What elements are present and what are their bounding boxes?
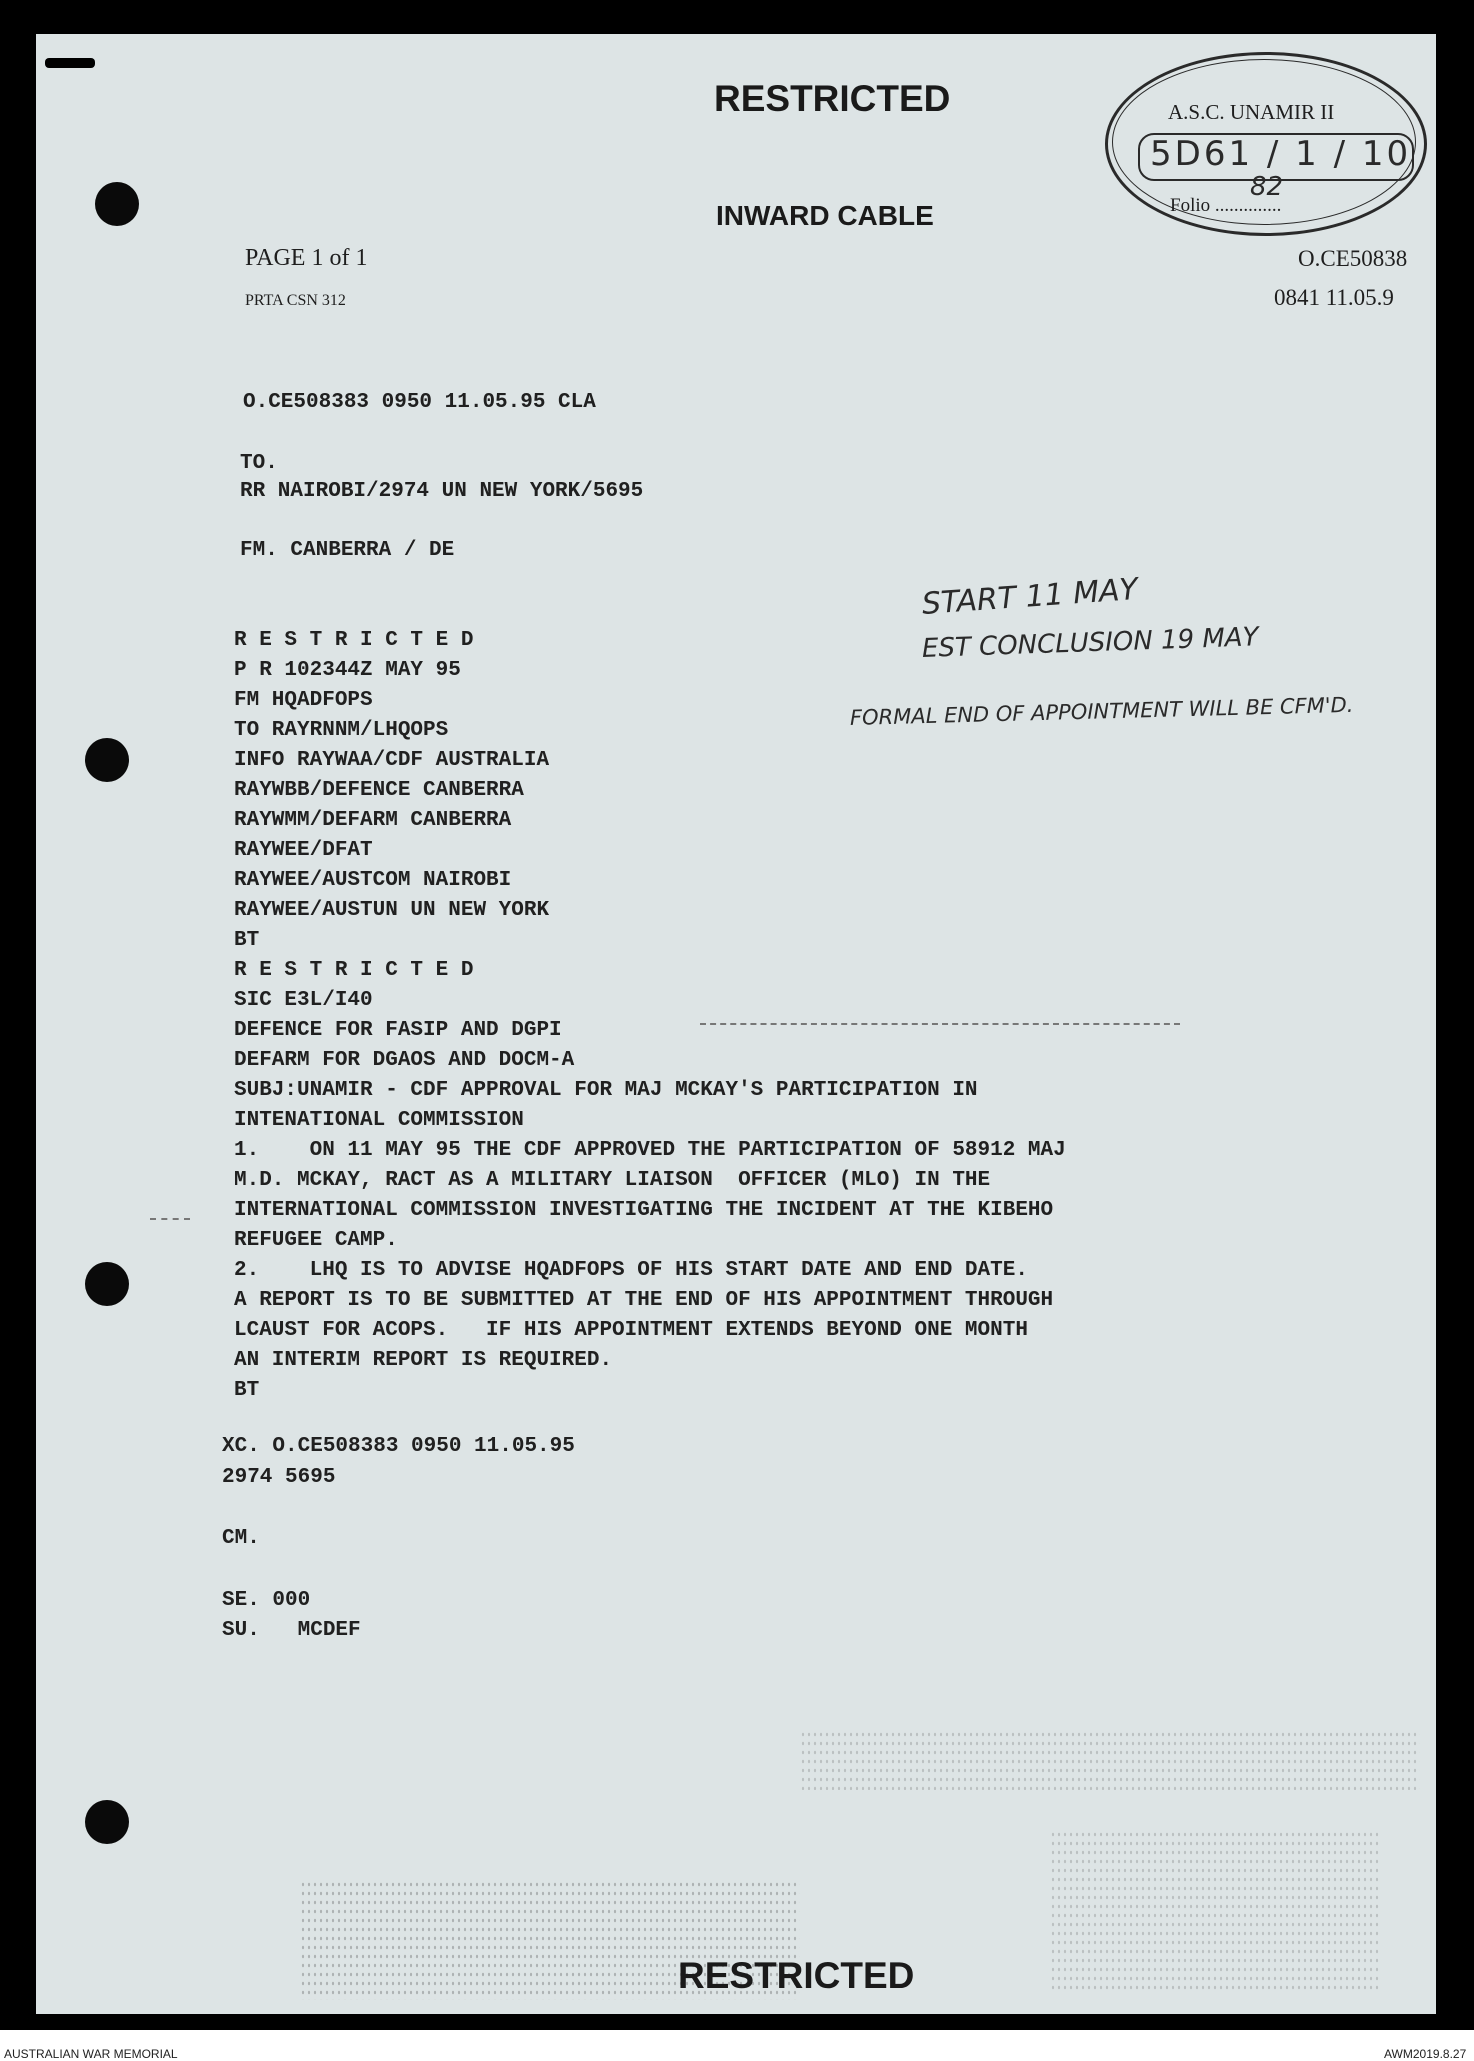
cable-reference: O.CE508383 0950 11.05.95 CLA [243, 391, 596, 414]
message-line: DEFARM FOR DGAOS AND DOCM-A [234, 1049, 575, 1072]
message-line: INTERNATIONAL COMMISSION INVESTIGATING THE INCIDENT AT THE KIBEHO [234, 1199, 1054, 1222]
message-line: RAYWEE/AUSTCOM NAIROBI [234, 869, 512, 892]
stamp-file-ref: 5D61 / 1 / 10 [1150, 134, 1412, 174]
fold-streak [150, 1218, 190, 1220]
time-right: 0841 11.05.9 [1274, 285, 1394, 310]
message-line: RAYWEE/DFAT [234, 839, 373, 862]
message-line: INFO RAYWAA/CDF AUSTRALIA [234, 749, 550, 772]
fold-streak [700, 1023, 1180, 1025]
xc-numbers: 2974 5695 [222, 1466, 336, 1489]
message-line: BT [234, 929, 260, 952]
archive-footer [0, 2030, 1474, 2061]
ref-right: O.CE50838 [1298, 246, 1408, 271]
message-line: SUBJ:UNAMIR - CDF APPROVAL FOR MAJ MCKAY'S PARTICIPATION IN [234, 1079, 978, 1102]
prta-code: PRTA CSN 312 [245, 292, 346, 309]
message-line: A REPORT IS TO BE SUBMITTED AT THE END OF HIS APPOINTMENT THROUGH [234, 1289, 1054, 1312]
punch-hole-4 [85, 1800, 129, 1844]
message-line: RAYWBB/DEFENCE CANBERRA [234, 779, 524, 802]
message-line: LCAUST FOR ACOPS. IF HIS APPOINTMENT EXTENDS BEYOND ONE MONTH [234, 1319, 1028, 1342]
edge-mark [45, 58, 95, 68]
footer-institution: AUSTRALIAN WAR MEMORIAL [4, 2047, 178, 2061]
to-label: TO. [240, 452, 278, 475]
message-line: BT [234, 1379, 260, 1402]
se-line: SE. 000 [222, 1589, 311, 1612]
message-line: AN INTERIM REPORT IS REQUIRED. [234, 1349, 613, 1372]
stamp-folio-number: 82 [1250, 172, 1284, 202]
message-line: RAYWEE/AUSTUN UN NEW YORK [234, 899, 550, 922]
message-line: FM HQADFOPS [234, 689, 373, 712]
from-line: FM. CANBERRA / DE [240, 539, 455, 562]
message-line: REFUGEE CAMP. [234, 1229, 398, 1252]
stamp-folio-label: Folio .............. [1170, 195, 1282, 216]
message-line: INTENATIONAL COMMISSION [234, 1109, 524, 1132]
scan-noise [800, 1730, 1420, 1790]
message-line: P R 102344Z MAY 95 [234, 659, 461, 682]
su-line: SU. MCDEF [222, 1619, 361, 1642]
message-line: R E S T R I C T E D [234, 629, 474, 652]
message-line: DEFENCE FOR FASIP AND DGPI [234, 1019, 562, 1042]
stamp-title: A.S.C. UNAMIR II [1168, 100, 1335, 124]
page-number: PAGE 1 of 1 [245, 245, 368, 271]
footer-accession: AWM2019.8.27 [1384, 2047, 1467, 2061]
classification-top: RESTRICTED [714, 78, 951, 119]
xc-line: XC. O.CE508383 0950 11.05.95 [222, 1435, 575, 1458]
message-line: RAYWMM/DEFARM CANBERRA [234, 809, 512, 832]
message-line: M.D. MCKAY, RACT AS A MILITARY LIAISON OFFICER (MLO) IN THE [234, 1169, 991, 1192]
cm-line: CM. [222, 1527, 260, 1550]
scan-noise [1050, 1830, 1380, 1990]
cable-type: INWARD CABLE [716, 200, 934, 231]
punch-hole-2 [85, 738, 129, 782]
message-line: TO RAYRNNM/LHQOPS [234, 719, 449, 742]
punch-hole-3 [85, 1262, 129, 1306]
message-line: 2. LHQ IS TO ADVISE HQADFOPS OF HIS START DATE AND END DATE. [234, 1259, 1028, 1282]
classification-bottom: RESTRICTED [678, 1955, 915, 1996]
message-line: 1. ON 11 MAY 95 THE CDF APPROVED THE PARTICIPATION OF 58912 MAJ [234, 1139, 1066, 1162]
to-recipients: RR NAIROBI/2974 UN NEW YORK/5695 [240, 480, 644, 503]
annotation-start: START 11 MAY [920, 571, 1139, 622]
annotation-conclusion: EST CONCLUSION 19 MAY [921, 622, 1259, 664]
message-body [234, 626, 1066, 1406]
punch-hole-1 [95, 182, 139, 226]
message-line: R E S T R I C T E D [234, 959, 474, 982]
message-line: SIC E3L/I40 [234, 989, 373, 1012]
annotation-formal-end: FORMAL END OF APPOINTMENT WILL BE CFM'D. [849, 692, 1354, 730]
